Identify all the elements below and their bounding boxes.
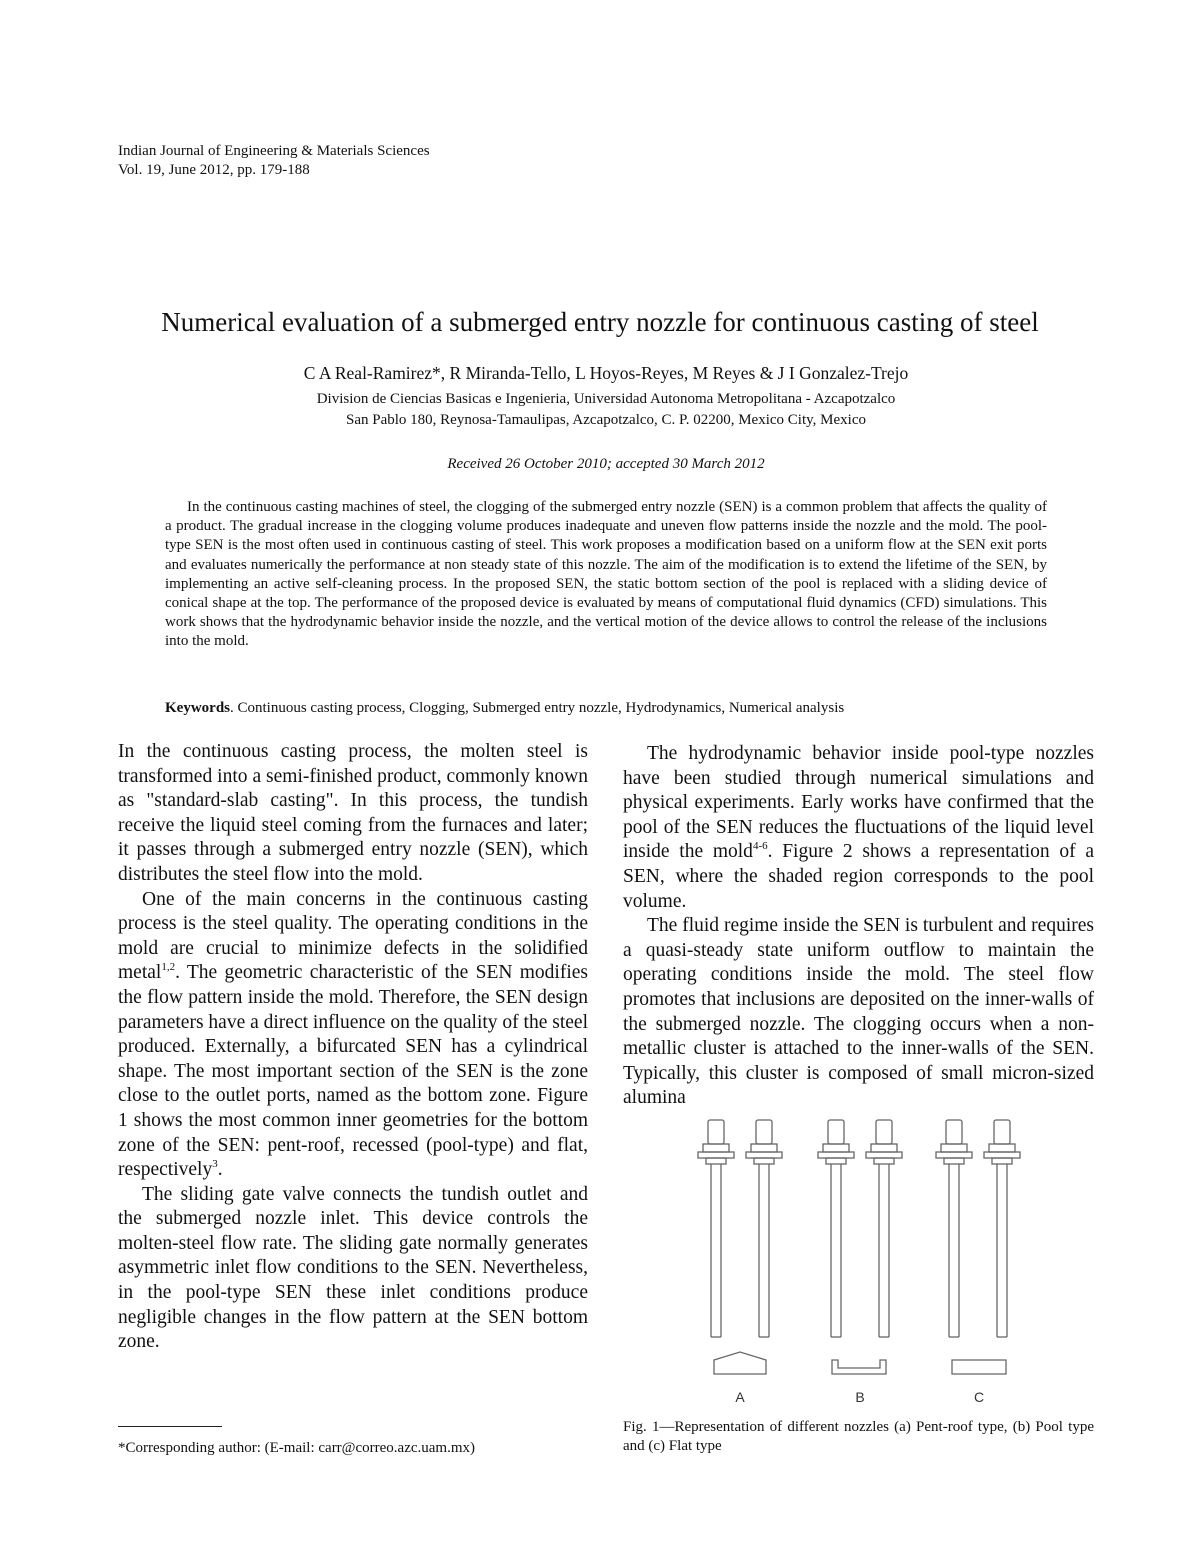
nozzle-drawing-c1 bbox=[936, 1120, 972, 1337]
flat-bottom-shape bbox=[952, 1360, 1006, 1374]
body-paragraph: The sliding gate valve connects the tundish outlet and the submerged nozzle inlet. This device controls the molten-steel flow rate. The sliding gate normally generates asymmetric inlet flow conditions to the SEN. Nevertheless, in the pool-type SEN these inlet conditions produce negligible changes in the flow pattern at the SEN bottom zone. bbox=[118, 1183, 588, 1353]
figure-caption: Fig. 1—Representation of different nozzles (a) Pent-roof type, (b) Pool type and (c) Flat type bbox=[623, 1419, 1094, 1454]
paper-title: Numerical evaluation of a submerged entry nozzle for continuous casting of steel bbox=[161, 307, 1039, 337]
right-column bbox=[623, 742, 1094, 1111]
nozzle-drawing-c2 bbox=[984, 1120, 1020, 1337]
left-column bbox=[118, 740, 588, 1355]
journal-volume: Vol. 19, June 2012, pp. 179-188 bbox=[118, 162, 310, 178]
figure-label-c: C bbox=[973, 1389, 985, 1405]
received-dates: Received 26 October 2010; accepted 30 March 2012 bbox=[447, 456, 765, 472]
nozzle-drawing-b2 bbox=[866, 1120, 902, 1337]
keywords bbox=[165, 698, 1047, 718]
author-list: C A Real-Ramirez*, R Miranda-Tello, L Hoyos-Reyes, M Reyes & J I Gonzalez-Trejo bbox=[303, 363, 909, 383]
affiliation-line-2: San Pablo 180, Reynosa-Tamaulipas, Azcapotzalco, C. P. 02200, Mexico City, Mexico bbox=[346, 412, 866, 428]
footnote: *Corresponding author: (E-mail: carr@correo.azc.uam.mx) bbox=[118, 1440, 476, 1456]
footnote-divider bbox=[118, 1426, 222, 1427]
citation-superscript: 4-6 bbox=[752, 840, 768, 853]
body-paragraph: The fluid regime inside the SEN is turbulent and requires a quasi-steady state uniform outflow to maintain the operating conditions inside the mold. The steel flow promotes that inclusions are deposited on the inner-walls of the submerged nozzle. The clogging occurs when a non-metallic cluster is attached to the inner-walls of the SEN. Typically, this cluster is composed of small micron-sized alumina bbox=[623, 915, 1094, 1109]
body-paragraph: The hydrodynamic behavior inside pool-type nozzles have been studied through numerical simulations and physical experiments. Early works have confirmed that the pool of the SEN reduces the fluctuations of the liquid level inside the mold$^{4-6}$. Figure 2 shows a representation of a SEN, where the shaded region corresponds to the pool volume. bbox=[623, 743, 1094, 912]
nozzle-drawing-a1 bbox=[698, 1120, 734, 1337]
keywords-text: . Continuous casting process, Clogging, Submerged entry nozzle, Hydrodynamics, Numerical analysis bbox=[230, 700, 845, 716]
journal-name: Indian Journal of Engineering & Materials Sciences bbox=[118, 143, 430, 159]
citation-superscript: 1,2 bbox=[161, 961, 176, 974]
journal-header bbox=[118, 142, 430, 180]
figure-label-a: A bbox=[735, 1389, 745, 1405]
nozzle-drawing-a2 bbox=[746, 1120, 782, 1337]
pent-roof-bottom-shape bbox=[714, 1352, 766, 1374]
affiliation-line-1: Division de Ciencias Basicas e Ingenieria, Universidad Autonoma Metropolitana - Azcapotzalco bbox=[316, 391, 896, 407]
abstract: In the continuous casting machines of steel, the clogging of the submerged entry nozzle (SEN) is a common problem that affects the quality of a product. The gradual increase in the clogging volume produces inadequate and uneven flow patterns inside the nozzle and the mold. The pool-type SEN is the most often used in continuous casting of steel. This work proposes a modification based on a uniform flow at the SEN exit ports and evaluates numerically the performance at non steady state of this nozzle. The aim of the modification is to extend the lifetime of the SEN, by implementing an active self-cleaning process. In the proposed SEN, the static bottom section of the pool is replaced with a sliding device of conical shape at the top. The performance of the proposed device is evaluated by means of computational fluid dynamics (CFD) simulations. This work shows that the hydrodynamic behavior inside the nozzle, and the vertical motion of the device allows to control the release of the inclusions into the mold. bbox=[165, 499, 1047, 650]
body-paragraph: One of the main concerns in the continuous casting process is the steel quality. The operating conditions in the mold are crucial to minimize defects in the solidified metal$^{1,2}$. The geometric characteristic of the SEN modifies the flow pattern inside the mold. Therefore, the SEN design parameters have a direct influence on the quality of the steel produced. Externally, a bifurcated SEN has a cylindrical shape. The most important section of the SEN is the zone close to the outlet ports, named as the bottom zone. Figure 1 shows the most common inner geometries for the bottom zone of the SEN: pent-roof, recessed (pool-type) and flat, respectively$^3$. bbox=[118, 888, 588, 1181]
affiliation bbox=[0, 389, 1200, 431]
figure-label-b: B bbox=[855, 1389, 865, 1405]
keywords-label: Keywords bbox=[165, 700, 230, 716]
pool-bottom-shape bbox=[832, 1360, 886, 1374]
nozzle-drawing-b1 bbox=[818, 1120, 854, 1337]
citation-superscript: 3 bbox=[212, 1158, 218, 1171]
nozzle-figure bbox=[690, 1112, 1050, 1412]
body-paragraph: In the continuous casting process, the molten steel is transformed into a semi-finished product, commonly known as "standard-slab casting". In this process, the tundish receive the liquid steel coming from the furnaces and later; it passes through a submerged entry nozzle (SEN), which distributes the steel flow into the mold. bbox=[118, 741, 588, 885]
